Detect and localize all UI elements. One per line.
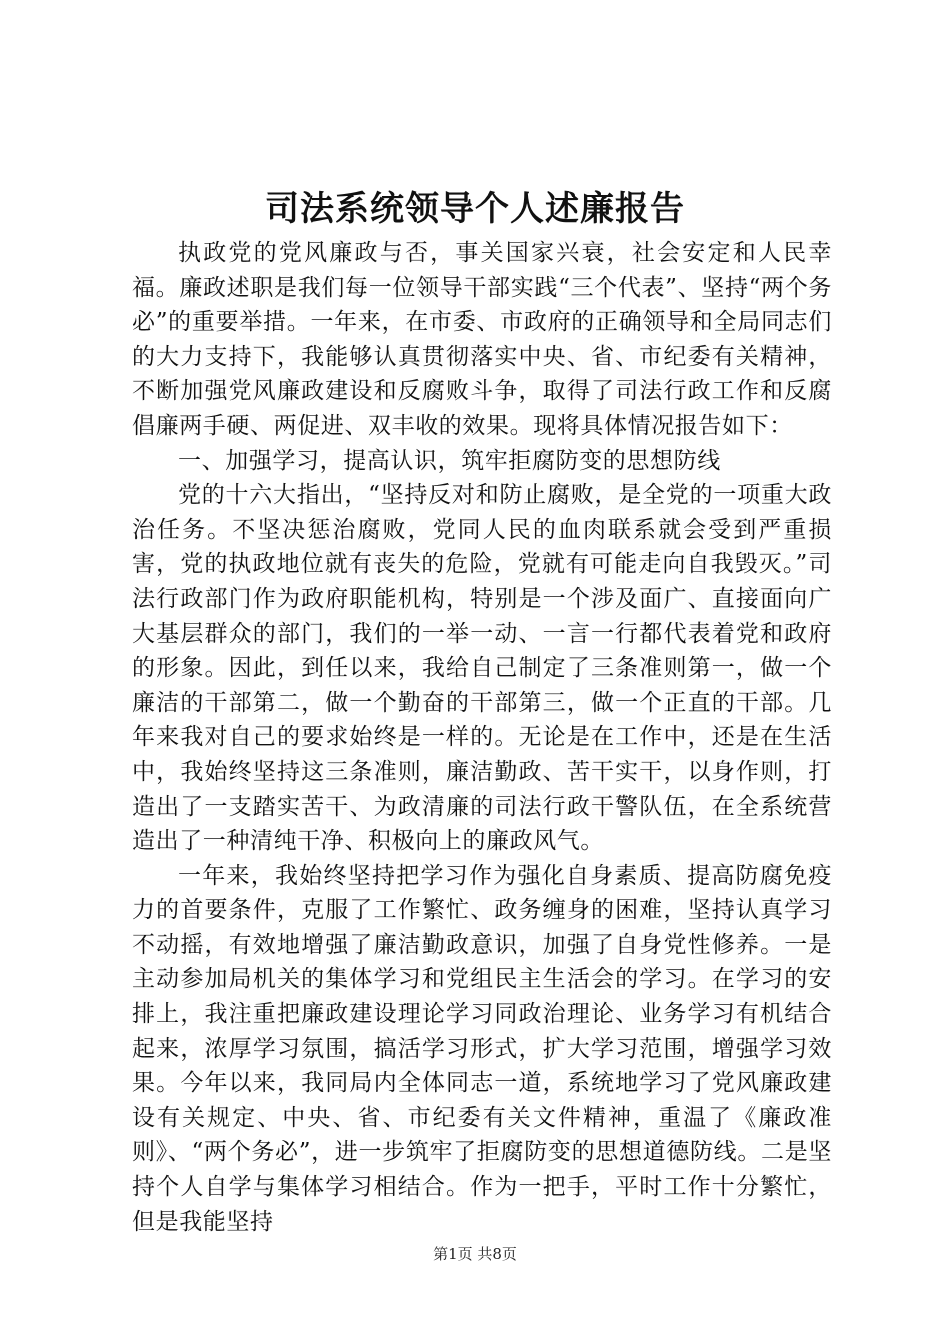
paragraph-intro: 执政党的党风廉政与否，事关国家兴衰，社会安定和人民幸福。廉政述职是我们每一位领导干部实践“三个代表”、坚持“两个务必”的重要举措。一年来，在市委、市政府的正确领导和全局同志们的大力支持下，我能够认真贯彻落实中央、省、市纪委有关精神，不断加强党风廉政建设和反腐败斗争，取得了司法行政工作和反腐倡廉两手硬、两促进、双丰收的效果。现将具体情况报告如下： bbox=[132, 240, 832, 439]
section-heading-1: 一、加强学习，提高认识，筑牢拒腐防变的思想防线 bbox=[178, 447, 721, 474]
page-footer: 第1页 共8页 bbox=[433, 1245, 517, 1263]
document-body bbox=[132, 236, 832, 1239]
paragraph-3: 一年来，我始终坚持把学习作为强化自身素质、提高防腐免疫力的首要条件，克服了工作繁忙、政务缠身的困难，坚持认真学习不动摇，有效地增强了廉洁勤政意识，加强了自身党性修养。一是主动参加局机关的集体学习和党组民主生活会的学习。在学习的安排上，我注重把廉政建设理论学习同政治理论、业务学习有机结合起来，浓厚学习氛围，搞活学习形式，扩大学习范围，增强学习效果。今年以来，我同局内全体同志一道，系统地学习了党风廉政建设有关规定、中央、省、市纪委有关文件精神，重温了《廉政准则》、“两个务必”，进一步筑牢了拒腐防变的思想道德防线。二是坚持个人自学与集体学习相结合。作为一把手，平时工作十分繁忙，但是我能坚持 bbox=[132, 862, 832, 1235]
paragraph-2: 党的十六大指出，“坚持反对和防止腐败，是全党的一项重大政治任务。不坚决惩治腐败，党同人民的血肉联系就会受到严重损害，党的执政地位就有丧失的危险，党就有可能走向自我毁灭。”司法行政部门作为政府职能机构，特别是一个涉及面广、直接面向广大基层群众的部门，我们的一举一动、一言一行都代表着党和政府的形象。因此，到任以来，我给自己制定了三条准则第一，做一个廉洁的干部第二，做一个勤奋的干部第三，做一个正直的干部。几年来我对自己的要求始终是一样的。无论是在工作中，还是在生活中，我始终坚持这三条准则，廉洁勤政、苦干实干，以身作则，打造出了一支踏实苦干、为政清廉的司法行政干警队伍，在全系统营造出了一种清纯干净、积极向上的廉政风气。 bbox=[132, 482, 832, 855]
document-title: 司法系统领导个人述廉报告 bbox=[265, 189, 685, 229]
